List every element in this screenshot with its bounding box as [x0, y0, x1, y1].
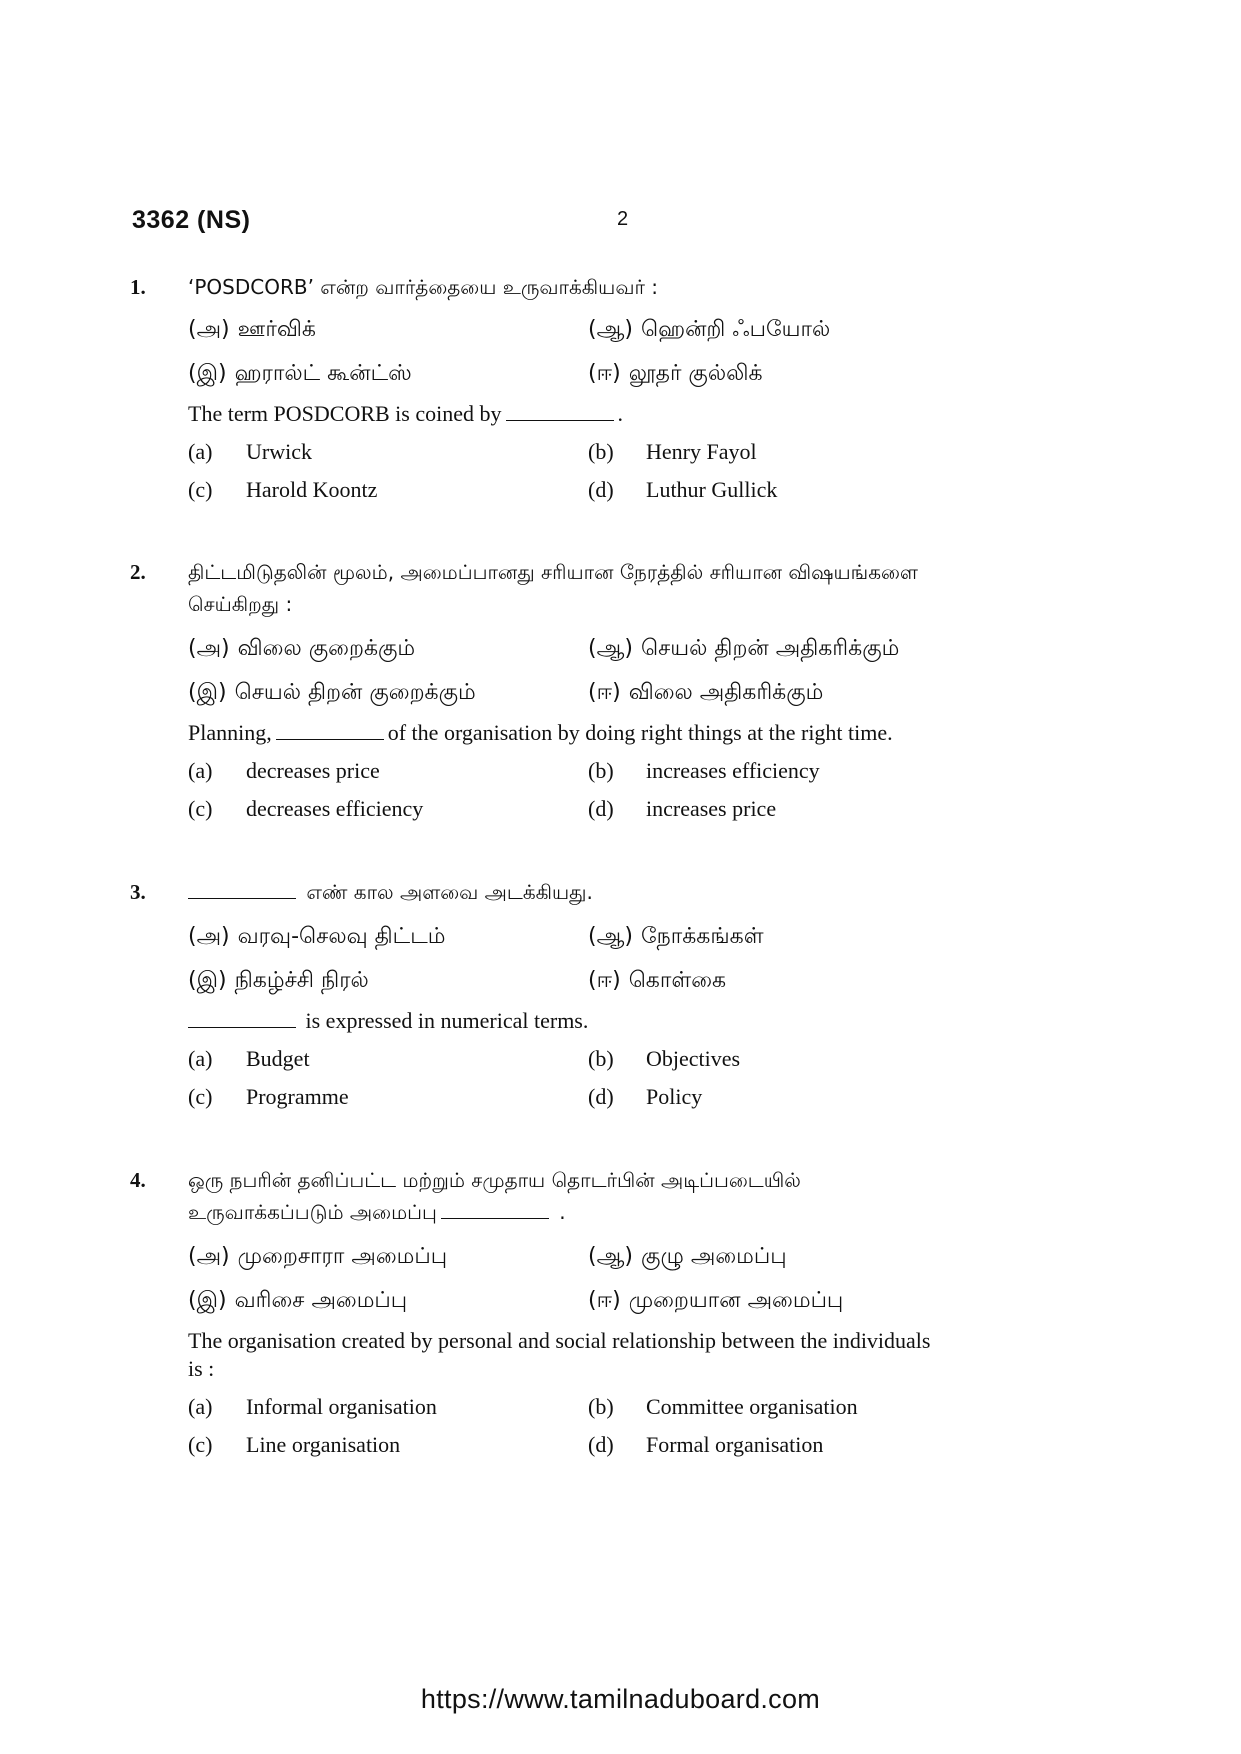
option-d: (d) Formal organisation: [588, 1432, 824, 1457]
option-d: (d) Policy: [588, 1084, 703, 1109]
tamil-option-a: (அ) வரவு-செலவு திட்டம்: [188, 924, 446, 949]
option-a: (a) Informal organisation: [188, 1394, 437, 1419]
paper-code: 3362 (NS): [132, 206, 251, 234]
option-d: (d) Luthur Gullick: [588, 477, 778, 502]
option-c: (c) Programme: [188, 1084, 349, 1109]
tamil-option-d: (ஈ) விலை அதிகரிக்கும்: [588, 680, 824, 705]
answer-blank: [276, 725, 384, 740]
option-c: (c) decreases efficiency: [188, 796, 424, 821]
question-number: 3.: [130, 880, 146, 904]
tamil-option-b: (ஆ) குழு அமைப்பு: [588, 1244, 787, 1269]
tamil-option-d: (ஈ) கொள்கை: [588, 968, 727, 993]
english-stem: The term POSDCORB is coined by .: [188, 401, 623, 426]
question-number: 2.: [130, 560, 146, 584]
tamil-stem-line-1: திட்டமிடுதலின் மூலம், அமைப்பானது சரியான நேரத்தில் சரியான விஷயங்களை: [188, 560, 918, 584]
question-number: 1.: [130, 275, 146, 299]
tamil-option-a: (அ) முறைசாரா அமைப்பு: [188, 1244, 448, 1269]
option-c: (c) Harold Koontz: [188, 477, 378, 502]
option-b: (b) Committee organisation: [588, 1394, 858, 1419]
tamil-stem-line-1: ஒரு நபரின் தனிப்பட்ட மற்றும் சமுதாய தொடர்பின் அடிப்படையில்: [188, 1168, 801, 1192]
tamil-stem-line-2: உருவாக்கப்படும் அமைப்பு .: [188, 1200, 566, 1224]
tamil-stem: ‘POSDCORB’ என்ற வார்த்தையை உருவாக்கியவர் :: [188, 275, 658, 299]
tamil-option-b: (ஆ) நோக்கங்கள்: [588, 924, 764, 949]
tamil-option-a: (அ) ஊர்விக்: [188, 317, 316, 342]
tamil-option-c: (இ) நிகழ்ச்சி நிரல்: [188, 968, 369, 993]
answer-blank: [188, 1013, 296, 1028]
tamil-option-c: (இ) ஹரால்ட் கூன்ட்ஸ்: [188, 361, 412, 386]
answer-blank: [506, 406, 614, 421]
option-c: (c) Line organisation: [188, 1432, 401, 1457]
option-a: (a) Urwick: [188, 439, 312, 464]
option-d: (d) increases price: [588, 796, 777, 821]
option-b: (b) Henry Fayol: [588, 439, 757, 464]
tamil-option-a: (அ) விலை குறைக்கும்: [188, 636, 416, 661]
tamil-option-c: (இ) வரிசை அமைப்பு: [188, 1288, 408, 1313]
english-stem-line-2: is :: [188, 1356, 215, 1381]
answer-blank: [441, 1204, 549, 1219]
tamil-stem: எண் கால அளவை அடக்கியது.: [188, 880, 593, 907]
tamil-option-d: (ஈ) லூதர் குல்லிக்: [588, 361, 763, 386]
tamil-option-b: (ஆ) செயல் திறன் அதிகரிக்கும்: [588, 636, 900, 661]
tamil-option-d: (ஈ) முறையான அமைப்பு: [588, 1288, 844, 1313]
question-number: 4.: [130, 1168, 146, 1192]
option-b: (b) Objectives: [588, 1046, 741, 1071]
option-a: (a) Budget: [188, 1046, 310, 1071]
footer-url[interactable]: https://www.tamilnaduboard.com: [420, 1684, 821, 1714]
english-stem: is expressed in numerical terms.: [188, 1008, 588, 1034]
answer-blank: [188, 884, 296, 899]
english-stem: Planning, of the organisation by doing right things at the right time.: [188, 720, 893, 745]
option-a: (a) decreases price: [188, 758, 380, 783]
tamil-option-c: (இ) செயல் திறன் குறைக்கும்: [188, 680, 476, 705]
page-number: 2: [617, 208, 629, 230]
tamil-stem-line-2: செய்கிறது :: [188, 592, 293, 616]
tamil-option-b: (ஆ) ஹென்றி ஃபயோல்: [588, 317, 831, 342]
option-b: (b) increases efficiency: [588, 758, 820, 783]
english-stem-line-1: The organisation created by personal and social relationship between the individuals: [188, 1328, 931, 1353]
